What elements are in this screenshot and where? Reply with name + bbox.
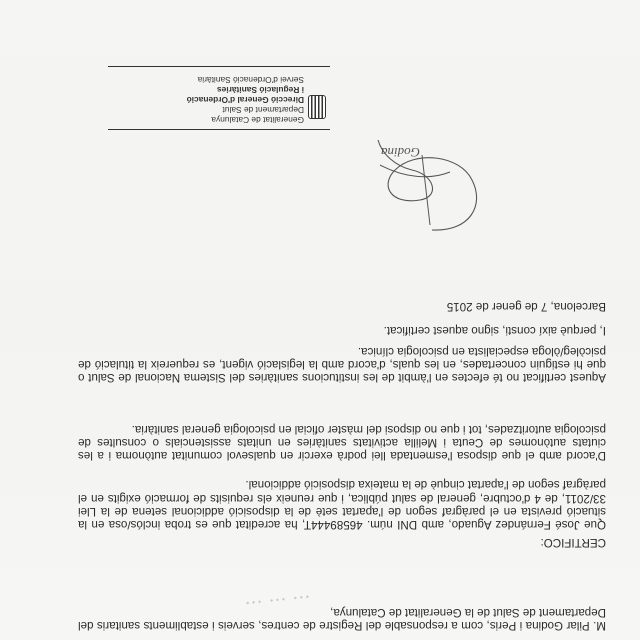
intro-paragraph [78, 606, 606, 632]
generalitat-shield-icon [308, 95, 326, 119]
closing-statement: I, perquè així consti, signo aquest certificat. [383, 324, 606, 337]
bleed-through-handwriting: ... ... ... [243, 590, 312, 620]
official-stamp [108, 66, 330, 130]
paragraph-3 [78, 344, 606, 384]
stamp-line-1: Generalitat de Catalunya [211, 115, 304, 125]
signature-icon [360, 130, 490, 250]
stamp-line-2: Departament de Salut [222, 105, 304, 115]
paragraph-2 [78, 422, 606, 462]
signature-text: Godina [381, 145, 420, 160]
paragraph-1 [78, 478, 606, 531]
date-line: Barcelona, 7 de gener de 2015 [446, 300, 606, 313]
certifico-heading: CERTIFICO: [540, 536, 606, 549]
stamp-text [187, 75, 304, 125]
paragraph-1-text: Que José Fernández Aguado, amb DNI núm. 46589444T, ha acreditat que es troba inclós/osa en la situació prevista en el paràgraf segon de l'apartat setè de la disposició addicional setena de la Llei 33/2011, de 4 d'octubre, general de salut pública, i que reuneix els requisits de formació exigits en el paràgraf segon de l'apartat cinquè de la mateixa disposició addicional. [78, 478, 606, 531]
stamp-line-5: Servei d'Ordenació Sanitària [197, 75, 304, 85]
stamp-line-3: Direcció General d'Ordenació [186, 95, 304, 105]
paragraph-3-text: Aquest certificat no té efectes en l'àmbit de les institucions sanitàries del Sistema Nacional de Salut o que hi estiguin concertades, en les quals, d'acord amb la legislació vigent, es requereix la titulació de psicòleg/òloga especialista en psicologia clínica. [78, 344, 606, 384]
paragraph-2-text: D'acord amb el que disposa l'esmentada llei podrà exercir en qualsevol comunitat autònoma i a les ciutats autònomes de Ceuta i Melilla activitats sanitàries en unitats assistencials o consultes de psicologia autoritzades, tot i que no disposi del màster oficial en psicologia general sanitària. [78, 422, 606, 462]
intro-text: M. Pilar Godina i Peris, com a responsable del Registre de centres, serveis i establiments sanitaris del Departament de Salut de la Generalitat de Catalunya, [78, 605, 606, 632]
handwritten-signature [360, 130, 490, 250]
stamp-line-4: i Regulació Sanitàries [216, 85, 304, 95]
